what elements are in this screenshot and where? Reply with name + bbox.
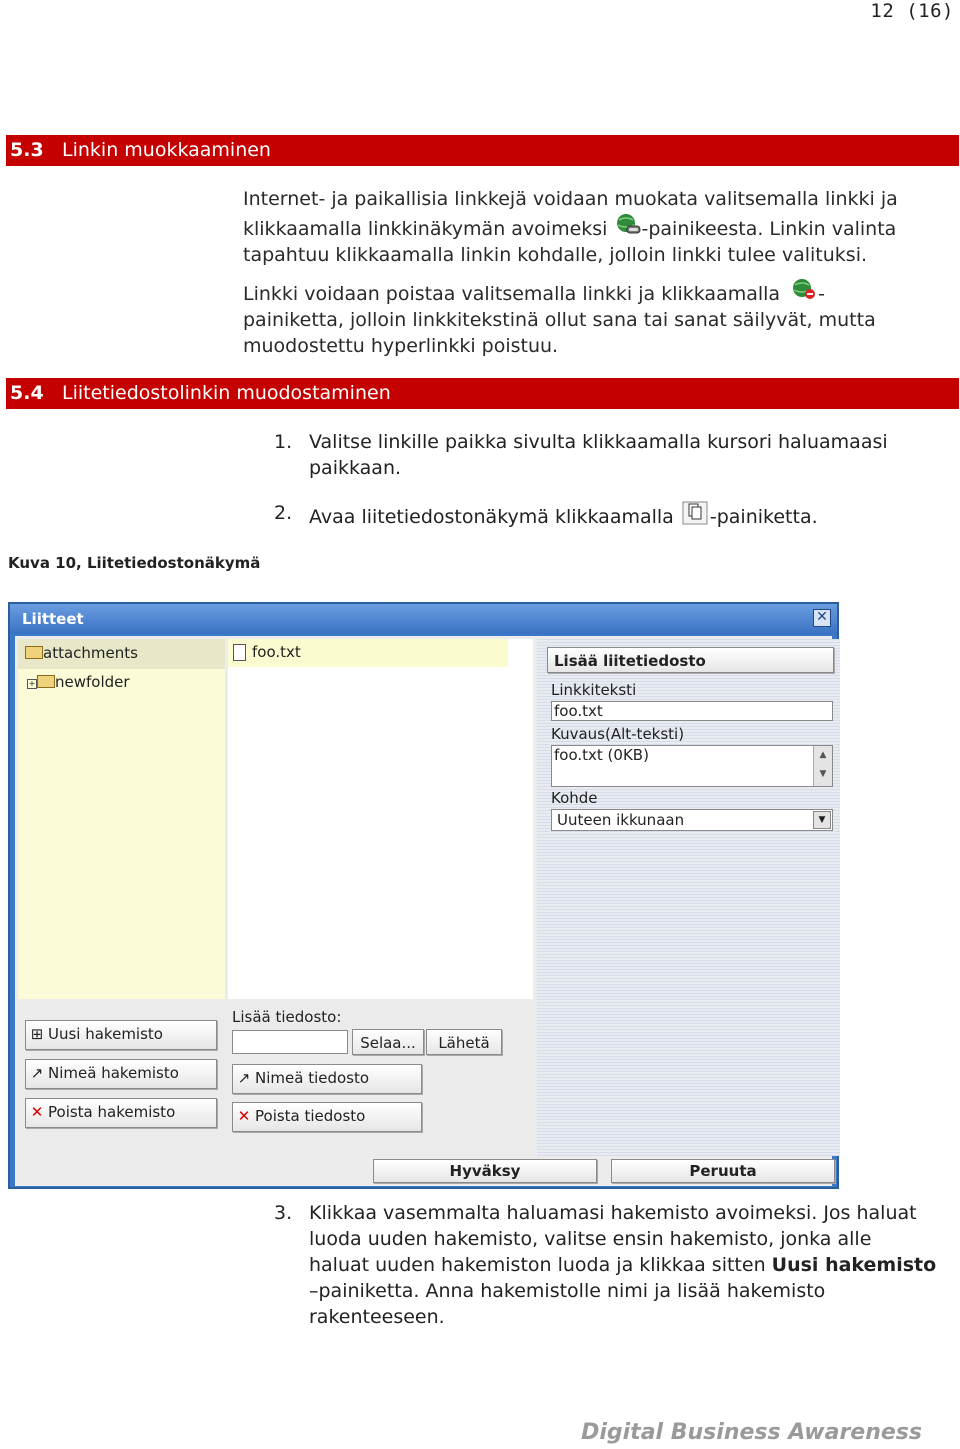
close-icon[interactable]: ✕ bbox=[813, 609, 831, 627]
file-icon bbox=[233, 644, 246, 661]
text-span: klikkaamalla linkkinäkymän avoimeksi bbox=[243, 218, 608, 240]
button-label: Nimeä hakemisto bbox=[48, 1064, 179, 1082]
new-folder-button[interactable] bbox=[25, 1020, 217, 1050]
paragraph-edit-link bbox=[243, 186, 898, 268]
rename-icon: ↗ bbox=[30, 1064, 44, 1082]
text-span: - bbox=[818, 283, 825, 305]
text-line bbox=[243, 212, 898, 242]
description-value: foo.txt (0KB) bbox=[554, 746, 649, 764]
send-button[interactable]: Lähetä bbox=[426, 1029, 502, 1055]
footer-brand: Digital Business Awareness bbox=[581, 1420, 922, 1445]
file-item-foo[interactable] bbox=[228, 639, 508, 667]
step-3 bbox=[274, 1200, 954, 1332]
rename-icon: ↗ bbox=[237, 1069, 251, 1087]
dialog-titlebar bbox=[10, 604, 837, 634]
expand-icon[interactable]: + bbox=[28, 679, 36, 688]
delete-folder-button[interactable] bbox=[25, 1098, 217, 1128]
section-title: Liitetiedostolinkin muodostaminen bbox=[62, 382, 391, 404]
link-globe-icon bbox=[614, 212, 642, 236]
description-textarea[interactable] bbox=[551, 745, 833, 787]
target-select[interactable] bbox=[551, 809, 833, 831]
section-number: 5.4 bbox=[10, 382, 44, 404]
file-label: foo.txt bbox=[252, 643, 301, 661]
folder-item-newfolder[interactable] bbox=[27, 673, 130, 691]
text-line: luoda uuden hakemisto, valitse ensin hakemisto, jonka alle bbox=[309, 1228, 872, 1250]
description-label: Kuvaus(Alt-teksti) bbox=[551, 725, 685, 743]
paragraph-remove-link bbox=[243, 277, 876, 359]
section-heading-5-4 bbox=[6, 378, 959, 409]
rename-folder-button[interactable] bbox=[25, 1059, 217, 1089]
properties-panel bbox=[537, 639, 840, 1156]
folder-actions bbox=[18, 1002, 225, 1155]
attachment-icon bbox=[680, 500, 710, 524]
folder-item-attachments[interactable] bbox=[25, 644, 138, 662]
unlink-globe-icon bbox=[790, 277, 818, 301]
step-1 bbox=[274, 429, 954, 483]
bold-text: Uusi hakemisto bbox=[771, 1254, 937, 1276]
text-line bbox=[243, 277, 876, 307]
folder-icon bbox=[25, 646, 43, 659]
file-path-input[interactable] bbox=[232, 1030, 348, 1054]
button-label: Uusi hakemisto bbox=[48, 1025, 163, 1043]
button-label: Nimeä tiedosto bbox=[255, 1069, 370, 1087]
chevron-down-icon[interactable]: ▼ bbox=[813, 811, 831, 829]
text-line: –painiketta. Anna hakemistolle nimi ja lisää hakemisto bbox=[309, 1280, 826, 1302]
section-heading-5-3 bbox=[6, 135, 959, 166]
text-line: tapahtuu klikkaamalla linkin kohdalle, jolloin linkki tulee valituksi. bbox=[243, 244, 868, 266]
add-file-label: Lisää tiedosto: bbox=[232, 1008, 342, 1026]
scrollbar[interactable] bbox=[813, 746, 832, 786]
target-value: Uuteen ikkunaan bbox=[557, 811, 685, 829]
text-span: -painikeesta. Linkin valinta bbox=[641, 218, 897, 240]
text-span: Linkki voidaan poistaa valitsemalla linkki ja klikkaamalla bbox=[243, 283, 781, 305]
step-text bbox=[309, 429, 888, 481]
text-line: muodostettu hyperlinkki poistuu. bbox=[243, 335, 559, 357]
folder-tree bbox=[18, 639, 225, 999]
text-span: haluat uuden hakemiston luoda ja klikkaa sitten bbox=[309, 1254, 766, 1276]
ok-button[interactable]: Hyväksy bbox=[373, 1159, 597, 1183]
scroll-down-icon[interactable]: ▼ bbox=[819, 769, 827, 779]
step-text bbox=[309, 500, 818, 530]
target-label: Kohde bbox=[551, 789, 598, 807]
text-line: paikkaan. bbox=[309, 457, 402, 479]
delete-icon: ✕ bbox=[30, 1103, 44, 1121]
browse-button[interactable]: Selaa... bbox=[352, 1029, 424, 1055]
link-text-input[interactable]: foo.txt bbox=[551, 701, 833, 721]
text-line bbox=[309, 1252, 936, 1278]
figure-caption: Kuva 10, Liitetiedostonäkymä bbox=[8, 554, 261, 572]
dialog-body bbox=[15, 636, 832, 1186]
link-text-label: Linkkiteksti bbox=[551, 681, 637, 699]
delete-icon: ✕ bbox=[237, 1107, 251, 1125]
text-line: Klikkaa vasemmalta haluamasi hakemisto avoimeksi. Jos haluat bbox=[309, 1202, 917, 1224]
folder-label: attachments bbox=[43, 644, 138, 662]
file-list bbox=[228, 639, 533, 999]
text-span: Avaa liitetiedostonäkymä klikkaamalla bbox=[309, 506, 674, 528]
step-number: 2. bbox=[274, 502, 293, 524]
scroll-up-icon[interactable]: ▲ bbox=[819, 750, 827, 760]
panel-title: Lisää liitetiedosto bbox=[547, 647, 834, 673]
button-label: Poista tiedosto bbox=[255, 1107, 366, 1125]
button-label: Poista hakemisto bbox=[48, 1103, 176, 1121]
text-span: -painiketta. bbox=[709, 506, 818, 528]
section-number: 5.3 bbox=[10, 139, 44, 161]
step-number: 3. bbox=[274, 1202, 293, 1224]
file-actions bbox=[228, 1002, 533, 1155]
cancel-button[interactable]: Peruuta bbox=[611, 1159, 835, 1183]
folder-icon bbox=[37, 675, 55, 688]
step-text bbox=[309, 1200, 936, 1330]
page-number: 12 (16) bbox=[870, 0, 954, 22]
section-title: Linkin muokkaaminen bbox=[62, 139, 271, 161]
rename-file-button[interactable] bbox=[232, 1064, 422, 1094]
text-line: Internet- ja paikallisia linkkejä voidaan muokata valitsemalla linkki ja bbox=[243, 188, 898, 210]
folder-label: newfolder bbox=[55, 673, 130, 691]
text-line: rakenteeseen. bbox=[309, 1306, 445, 1328]
attachments-dialog bbox=[8, 602, 839, 1189]
new-folder-icon: ⊞ bbox=[30, 1025, 44, 1043]
text-line: Valitse linkille paikka sivulta klikkaamalla kursori haluamaasi bbox=[309, 431, 888, 453]
step-number: 1. bbox=[274, 431, 293, 453]
text-line: painiketta, jolloin linkkitekstinä ollut sana tai sanat säilyvät, mutta bbox=[243, 309, 876, 331]
dialog-title: Liitteet bbox=[22, 610, 84, 628]
delete-file-button[interactable] bbox=[232, 1102, 422, 1132]
step-2 bbox=[274, 500, 954, 528]
